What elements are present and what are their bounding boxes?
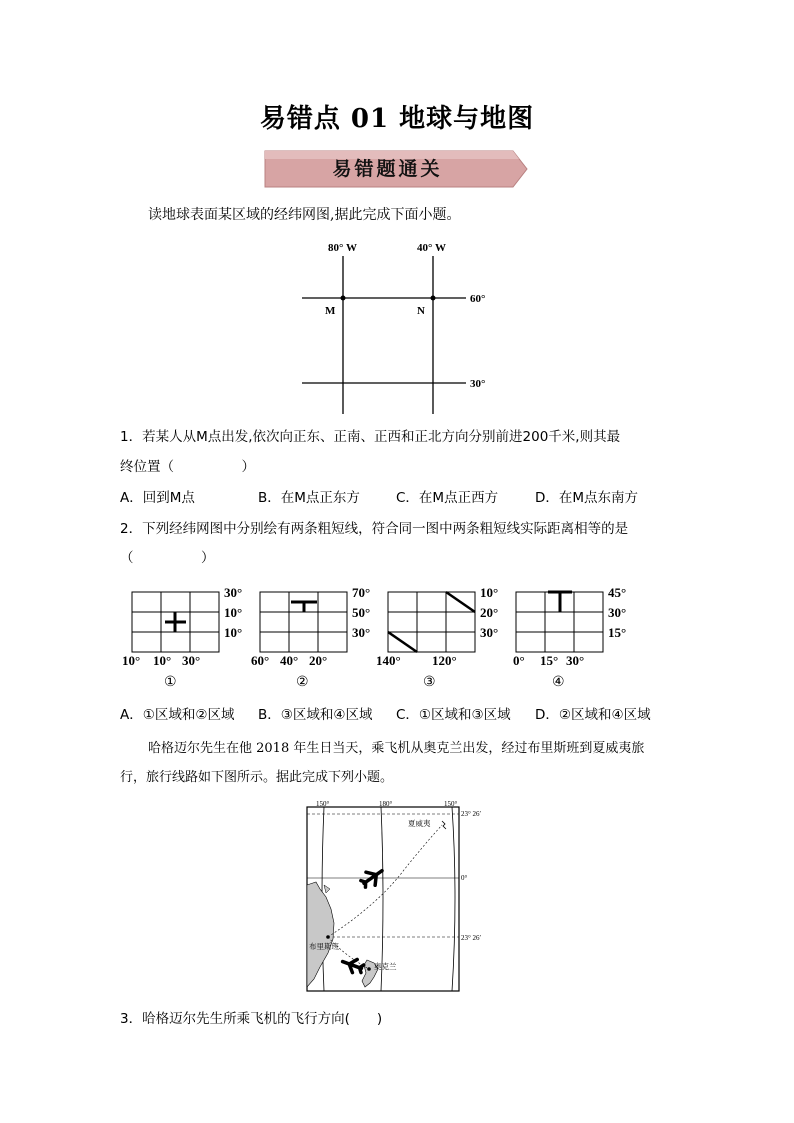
- map2-lon-150-right: 150°: [444, 800, 458, 808]
- map-3-right-label-1: 10°: [480, 585, 499, 600]
- label-lon-right: 40° W: [417, 242, 446, 254]
- q1-option-c[interactable]: C．在M点正西方: [396, 490, 499, 506]
- q2-option-c[interactable]: C．①区域和③区域: [396, 707, 511, 723]
- q2-option-b[interactable]: B．③区域和④区域: [258, 707, 373, 723]
- map-3-right-label-3: 30°: [480, 625, 499, 640]
- point-n-dot: [431, 296, 436, 301]
- map-2-bottom-label-3: 20°: [309, 653, 328, 668]
- q2-option-d[interactable]: D．②区域和④区域: [535, 707, 651, 723]
- map2-lat-tropic-cancer: 23° 26′: [461, 810, 482, 818]
- map-1-right-label-3: 10°: [224, 625, 243, 640]
- map-3-bottom-label-1: 140°: [376, 653, 401, 668]
- q2-stem-line2: （ ）: [120, 550, 215, 566]
- map-1-right-label-2: 10°: [224, 605, 243, 620]
- label-point-m: M: [325, 305, 336, 317]
- graticule-figure: [290, 236, 500, 416]
- q1-option-a[interactable]: A．回到M点: [120, 490, 195, 506]
- place-brisbane: 布里斯班: [309, 942, 339, 951]
- brisbane-dot: [326, 935, 330, 939]
- label-lat-bottom: 30°: [470, 378, 486, 390]
- map-2-right-label-2: 50°: [352, 605, 371, 620]
- map-4: [513, 585, 626, 690]
- map-4-index: ④: [552, 675, 565, 690]
- section-banner-text: 易错题通关: [332, 158, 443, 180]
- label-point-n: N: [417, 305, 425, 317]
- map-3-index: ③: [423, 675, 436, 690]
- map-3-bold-diagonal-2: [388, 632, 417, 652]
- map2-lon-180: 180°: [379, 800, 393, 808]
- label-lon-left: 80° W: [328, 242, 357, 254]
- intro-text-2-line2: 行，旅行线路如下图所示。据此完成下列小题。: [120, 770, 394, 785]
- map-3: [376, 585, 498, 690]
- map2-lat-tropic-capricorn: 23° 26′: [461, 934, 482, 942]
- q2-option-a[interactable]: A．①区域和②区域: [120, 707, 235, 723]
- map-4-bottom-label-2: 15°: [540, 653, 559, 668]
- map-1-right-label-1: 30°: [224, 585, 243, 600]
- map2-lon-150-left: 150°: [316, 800, 330, 808]
- auckland-dot: [367, 967, 371, 971]
- map-4-bottom-label-3: 30°: [566, 653, 585, 668]
- map-1-bottom-label-1: 10°: [122, 653, 141, 668]
- place-auckland: 奥克兰: [374, 962, 397, 971]
- map-4-right-label-1: 45°: [608, 585, 627, 600]
- map-4-bottom-label-1: 0°: [513, 653, 525, 668]
- q2-maps: [120, 582, 680, 692]
- map2-lat-equator: 0°: [461, 874, 468, 882]
- page-title: 易错点 01 地球与地图: [259, 104, 535, 134]
- map-4-right-label-2: 30°: [608, 605, 627, 620]
- q3-stem: 3．哈格迈尔先生所乘飞机的飞行方向( ): [120, 1011, 383, 1027]
- map-1: [122, 585, 242, 690]
- map-3-right-label-2: 20°: [480, 605, 499, 620]
- map-1-index: ①: [164, 675, 177, 690]
- map-2-right-label-3: 30°: [352, 625, 371, 640]
- q2-stem-line1: 2．下列经纬网图中分别绘有两条粗短线，符合同一图中两条粗短线实际距离相等的是: [120, 521, 629, 537]
- map-2-right-label-1: 70°: [352, 585, 371, 600]
- q1-option-d[interactable]: D．在M点东南方: [535, 490, 639, 506]
- map-1-bottom-label-3: 30°: [182, 653, 201, 668]
- map-4-right-label-3: 15°: [608, 625, 627, 640]
- place-hawaii: 夏威夷: [408, 819, 431, 828]
- intro-text-1: 读地球表面某区域的经纬网图,据此完成下面小题。: [148, 207, 461, 223]
- q1-option-b[interactable]: B．在M点正东方: [258, 490, 360, 506]
- map-2-bottom-label-1: 60°: [251, 653, 270, 668]
- map-2: [251, 585, 370, 690]
- map-3-bold-diagonal-1: [446, 592, 475, 612]
- point-m-dot: [341, 296, 346, 301]
- label-lat-top: 60°: [470, 293, 486, 305]
- q1-stem-line2: 终位置（ ）: [120, 459, 255, 475]
- map-2-index: ②: [296, 675, 309, 690]
- map-3-bottom-label-2: 120°: [432, 653, 457, 668]
- map-2-bottom-label-2: 40°: [280, 653, 299, 668]
- q1-stem-line1: 1．若某人从M点出发,依次向正东、正南、正西和正北方向分别前进200千米,则其最: [120, 429, 621, 445]
- map-1-bottom-label-2: 10°: [153, 653, 172, 668]
- intro-text-2-line1: 哈格迈尔先生在他 2018 年生日当天，乘飞机从奥克兰出发，经过布里斯班到夏威夷旅: [148, 741, 645, 756]
- flight-route-map: [304, 797, 482, 995]
